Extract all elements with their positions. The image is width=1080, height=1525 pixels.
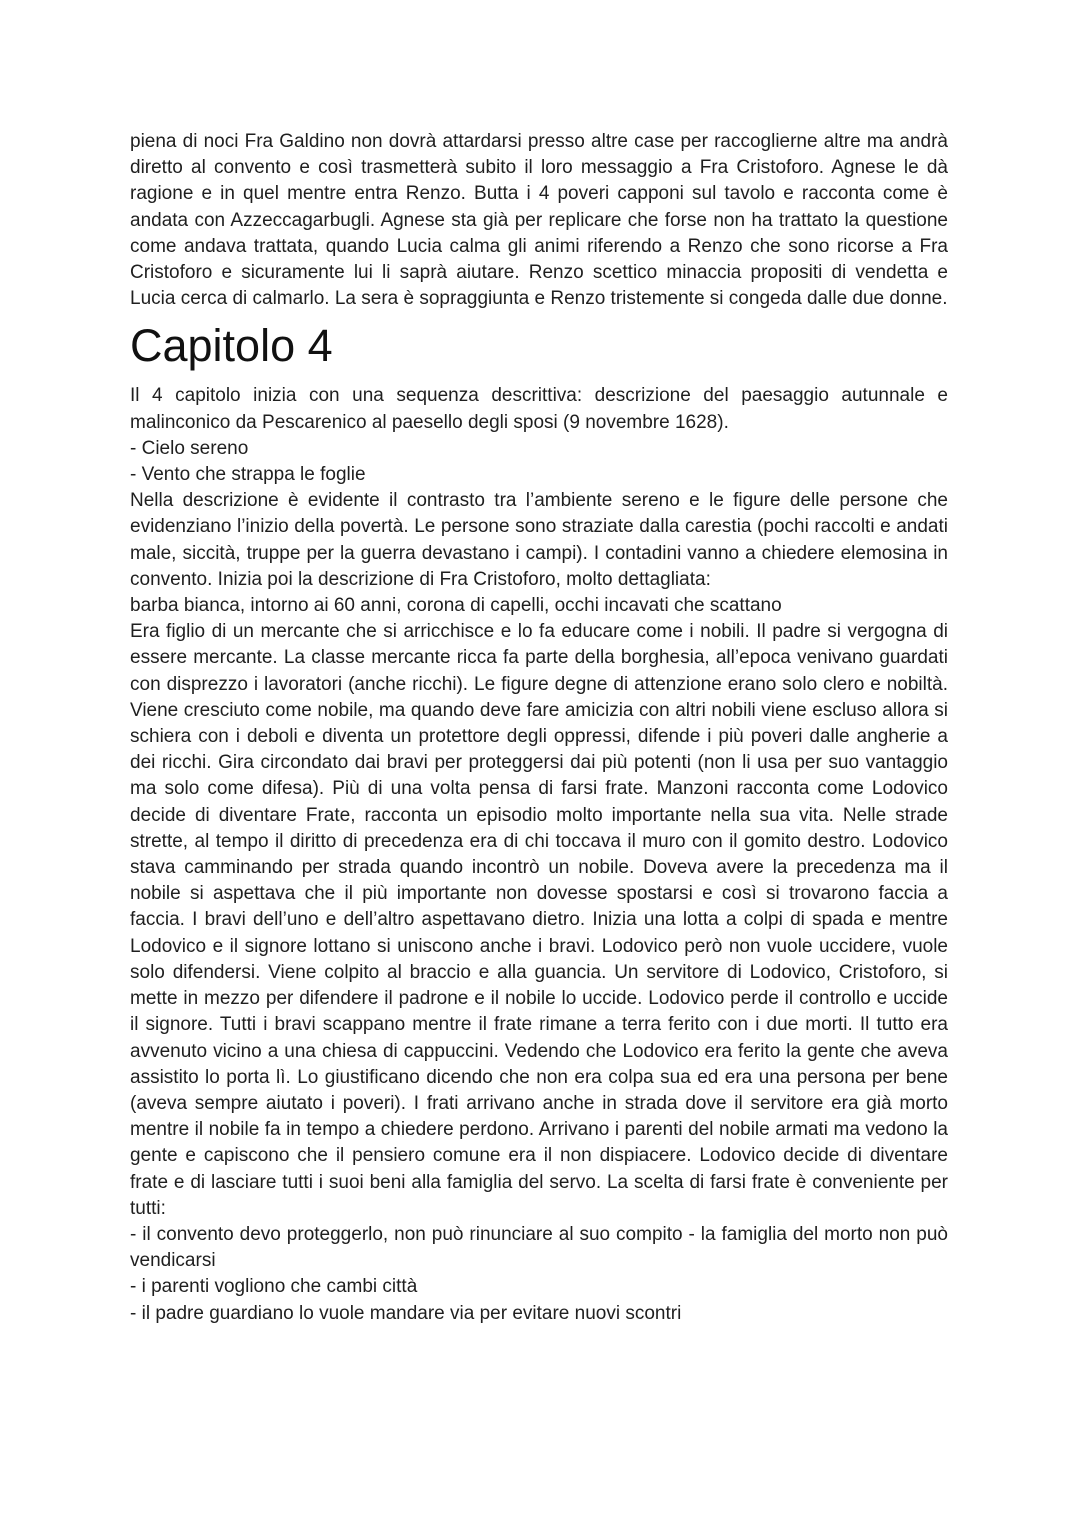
- document-page: [130, 129, 948, 1327]
- reasons-list: [130, 1222, 948, 1327]
- intro-paragraph: piena di noci Fra Galdino non dovrà attardarsi presso altre case per raccoglierne altre ma andrà diretto al convento e così trasmetterà subito il loro messaggio a Fra Cristoforo. Agnese le dà ragione e in quel mentre entra Renzo. Butta i 4 poveri capponi sul tavolo e racconta come è andata con Azzeccagarbugli. Agnese sta già per replicare che forse non ha trattato la questione come andava trattata, quando Lucia calma gli animi riferendo a Renzo che sono ricorse a Fra Cristoforo e sicuramente lui li saprà aiutare. Renzo scettico minaccia propositi di vendetta e Lucia cerca di calmarlo. La sera è sopraggiunta e Renzo tristemente si congeda dalle due donne.: [130, 131, 948, 310]
- reason-item: - il padre guardiano lo vuole mandare via per evitare nuovi scontri: [130, 1302, 682, 1324]
- story-paragraph: Era figlio di un mercante che si arricchisce e lo fa educare come i nobili. Il padre si vergogna di essere mercante. La classe mercante ricca fa parte della borghesia, all’epoca venivano guardati con disprezzo i lavoratori (anche ricchi). Le figure degne di attenzione erano solo clero e nobiltà. Viene cresciuto come nobile, ma quando deve fare amicizia con altri nobili viene escluso allora si schiera con i deboli e diventa un protettore degli oppressi, difende i più poveri dalle angherie a dei ricchi. Gira circondato dai bravi per proteggersi dai più potenti (non li usa per suo vantaggio ma solo come difesa). Più di una volta pensa di farsi frate. Manzoni racconta come Lodovico decide di diventare Frate, racconta un episodio molto importante nella sua vita. Nelle strade strette, al tempo il diritto di precedenza era di chi toccava il muro con il gomito destro. Lodovico stava camminando per strada quando incontrò un nobile. Doveva avere la precedenza ma il nobile si aspettava che il più importante non dovesse spostarsi e così si trovarono faccia a faccia. I bravi dell’uno e dell’altro aspettavano dietro. Inizia una lotta a colpi di spada e mentre Lodovico e il signore lottano si uniscono anche i bravi. Lodovico però non vuole uccidere, vuole solo difendersi. Viene colpito al braccio e alla guancia. Un servitore di Lodovico, Cristoforo, si mette in mezzo per difendere il padrone e il nobile lo uccide. Lodovico perde il controllo e uccide il signore. Tutti i bravi scappano mentre il frate rimane a terra ferito con i due morti. Il tutto era avvenuto vicino a una chiesa di cappuccini. Vedendo che Lodovico era ferito la gente che aveva assistito lo porta lì. Lo giustificano dicendo che non era colpa sua ed era una persona per bene (aveva sempre aiutato i poveri). I frati arrivano anche in strada dove il servitore era già morto mentre il nobile fa in tempo a chiedere perdono. Arrivano i parenti del nobile armati ma vedono la gente e capiscono che il pensiero comune era il non dispiacere. Lodovico decide di diventare frate e di lasciare tutti i suoi beni alla famiglia del servo. La scelta di farsi frate è conveniente per tutti:: [130, 621, 948, 1219]
- reason-item: - i parenti vogliono che cambi città: [130, 1276, 418, 1298]
- contrast-paragraph: Nella descrizione è evidente il contrasto tra l’ambiente sereno e le figure delle persone che evidenziano l’inizio della povertà. Le persone sono straziate dalla carestia (pochi raccolti e andati male, siccità, truppe per la guerra devastano i campi). I contadini vanno a chiedere elemosina in convento. Inizia poi la descrizione di Fra Cristoforo, molto dettagliata:: [130, 490, 948, 590]
- reason-item: - il convento devo proteggerlo, non può rinunciare al suo compito - la famiglia del morto non può vendicarsi: [130, 1223, 948, 1272]
- cristoforo-description: barba bianca, intorno ai 60 anni, corona di capelli, occhi incavati che scattano: [130, 595, 782, 617]
- landscape-item: - Vento che strappa le foglie: [130, 464, 366, 486]
- landscape-list: [130, 436, 948, 488]
- landscape-item: - Cielo sereno: [130, 437, 249, 459]
- chapter-heading: Capitolo 4: [130, 320, 333, 372]
- chapter-intro-paragraph: Il 4 capitolo inizia con una sequenza descrittiva: descrizione del paesaggio autunnale e malinconico da Pescarenico al paesello degli sposi (9 novembre 1628).: [130, 385, 948, 433]
